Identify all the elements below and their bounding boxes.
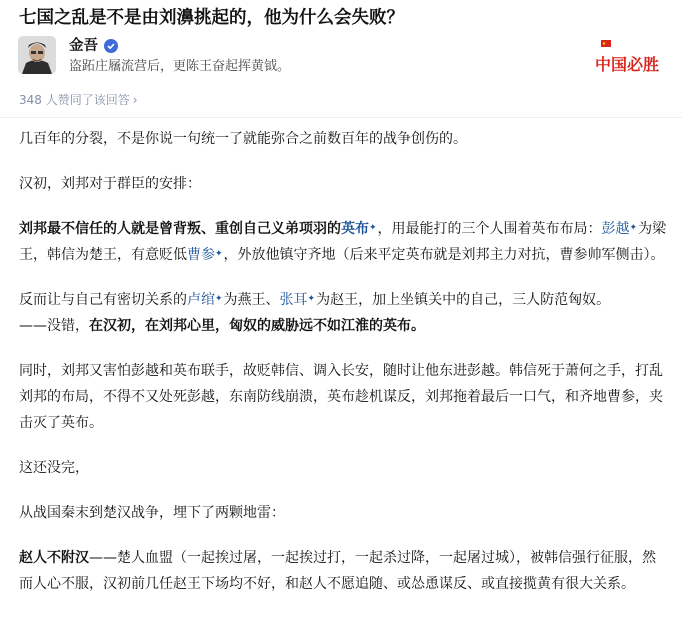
link-luwan[interactable]: 卢绾 — [187, 292, 215, 308]
author-avatar[interactable] — [18, 36, 56, 74]
chevron-right-icon: › — [132, 93, 138, 107]
bold-lead: 刘邦最不信任的人就是曾背叛、重创自己义弟项羽的 — [19, 221, 341, 237]
link-pengyue[interactable]: 彭越 — [601, 221, 630, 237]
paragraph-7: 从战国秦末到楚汉战争，埋下了两颗地雷： — [19, 505, 285, 521]
text-segment: 为赵王，加上坐镇关中的自己，三人防范匈奴。 — [316, 292, 611, 308]
paragraph-3 — [19, 216, 667, 268]
text-segment: ——没错， — [19, 318, 89, 334]
paragraph-1: 几百年的分裂，不是你说一句统一了就能弥合之前数百年的战争创伤的。 — [19, 131, 467, 147]
link-sparkle-icon: ✦ — [629, 223, 638, 233]
text-segment: ，外放他镇守齐地（后来平定英布就是刘邦主力对抗，曹参帅军侧击）。 — [223, 247, 665, 263]
text-segment: ——楚人血盟（一起挨过屠，一起挨过打，一起杀过降，一起屠过城），被韩信强行征服，然而人心不服，汉初前几任赵王下场均不好，和赵人不愿追随、或怂恿谋反、或直接揽黄有很大关系。 — [19, 550, 656, 592]
upvote-count-text: 348 人赞同了该回答 — [19, 93, 130, 107]
paragraph-5: 同时，刘邦又害怕彭越和英布联手，故贬韩信、调入长安，随时让他东进彭越。韩信死于萧何之手，打乱刘邦的布局，不得不又处死彭越，东南防线崩溃，英布趁机谋反，刘邦拖着最后一口气，和齐地曹参，夹击灭了英布。 — [19, 363, 663, 431]
paragraph-2: 汉初，刘邦对于群臣的安排： — [19, 176, 201, 192]
upvote-summary[interactable] — [19, 91, 138, 109]
link-sparkle-icon: ✦ — [307, 294, 316, 304]
paragraph-4 — [19, 287, 667, 339]
avatar-portrait-icon — [18, 36, 56, 74]
author-name-row — [69, 36, 118, 56]
badge-text: 中国必胜 — [595, 55, 660, 74]
divider — [0, 117, 682, 118]
text-segment: ，用最能打的三个人围着英布布局： — [377, 221, 602, 237]
link-sparkle-icon: ✦ — [215, 249, 223, 259]
link-sparkle-icon: ✦ — [369, 223, 377, 233]
verified-badge-icon — [104, 39, 118, 53]
link-zhanger[interactable]: 张耳 — [279, 292, 308, 308]
link-yingbu[interactable]: 英布 — [341, 221, 369, 237]
answer-content — [19, 126, 667, 616]
paragraph-8 — [19, 545, 667, 597]
text-segment: 为燕王、 — [223, 292, 280, 308]
bold-conclusion: 在汉初，在刘邦心里，匈奴的威胁远不如江淮的英布。 — [89, 318, 425, 334]
link-sparkle-icon: ✦ — [215, 294, 223, 304]
link-caoshen[interactable]: 曹参 — [187, 247, 215, 263]
text-segment: 反而让与自己有密切关系的 — [19, 292, 187, 308]
paragraph-6: 这还没完， — [19, 460, 89, 476]
bold-lead: 赵人不附汉 — [19, 550, 89, 566]
china-badge — [593, 37, 665, 79]
text-segment: 为梁王，韩信为楚王，有意贬低 — [19, 221, 667, 263]
author-name[interactable]: 金吾 — [69, 38, 98, 54]
question-title[interactable]: 七国之乱是不是由刘濞挑起的，他为什么会失败？ — [19, 8, 404, 28]
author-bio: 盗跖庄屩流营后，更陈王奋起挥黄钺。 — [69, 59, 291, 74]
